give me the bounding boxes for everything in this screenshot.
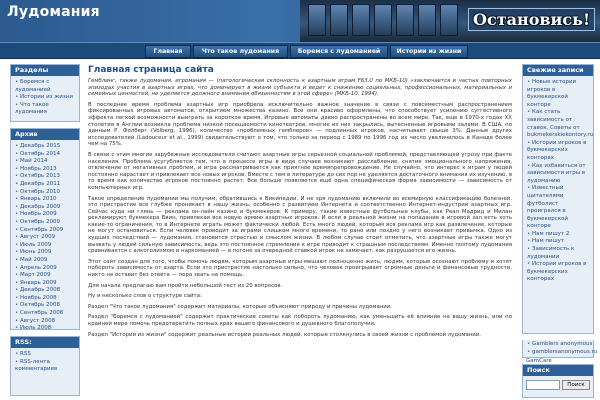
slot-machine-icon (440, 4, 458, 36)
search-form (523, 376, 593, 398)
sections-heading: Разделы (11, 65, 79, 76)
search-heading: Поиск (523, 365, 593, 376)
content-paragraph: Ну и несколько слов о структуре сайта: (88, 293, 202, 300)
archive-link[interactable]: • Март 2009 (15, 272, 76, 280)
sidebar-item-what-is[interactable]: • Что такое лудомания (15, 102, 76, 117)
archive-link[interactable]: • Ноябрь 2009 (15, 211, 76, 219)
recent-post-link[interactable]: • Как стать зависимость от ставок. Советы от bukmekerskiekontory.ru (527, 109, 590, 139)
archive-link[interactable]: • Октябрь 2013 (15, 173, 76, 181)
site-title[interactable]: Лудомания (7, 4, 100, 20)
archive-link[interactable]: • Август 2009 (15, 234, 76, 242)
site-header (0, 0, 600, 42)
external-links-panel (522, 340, 598, 358)
archive-link[interactable]: • Январь 2009 (15, 280, 76, 288)
recent-post-link[interactable]: • Истории игроков в букмекерских конторах (527, 261, 590, 284)
archive-link[interactable]: • Сентябрь 2009 (15, 227, 76, 235)
content-paragraph: В последнее время проблема азартных игр приобрела исключительно важное значение в связи с повсеместным распространением фиксированных игровых автоматов, открытием множества казино. Все они красиво оформлены, что способствует усилению суггестивного эффекта легкой возможности выиграть за короткое время. Игровые автоматы давно распространены во всем мире. Так, еще в 1970-х годах XX столетия в Англии возникла проблема низкой посещаемости кинотеатров, многие из них закрылись, вытесненные игровыми залами. В США, по данным Р. Фолберг (Volberg, 1996), количество «проблемных гемблеров» — подлинных игроков, насчитывает свыше 3%. Данные других исследователей (Ladouceur et al., 1999) свидетельствуют о том, что только за период с 1989 по 1996 год их число увеличилось в Канаде более чем на 75%. (88, 101, 512, 148)
content-paragraph: Такое определение лудомании мы получим, обратившись к Википедии. И не зря лудоманию включили во всемирную классификацию болезней, это пристрастие все глубже проникает в нашу жизнь, особенно с развитием Интернета и соответственно Интернет-индустрии азартных игр. Сейчас куда ни глянь — реклама он-лайн казино и букмекеров. К примеру, такие известные футбольные клубы, как Реал Мадрид и Милан рекламируют букмекера Бвин, привлекая все новую армию азартных игроков. И если в реальной жизни на попадание в игровой зал есть хоть какие-то ограничения, то в Интернете играть может фактически любой. Есть много людей, которым вся реклама игр как развлечение, которые не могут остановиться. Если человек проводит за играми слишком много времени, то рано или поздно у него возникает привычка. Одно из худших последствий — лудомания, становится страстью и смыслом жизни. В любом случае стоит отметить, что азартные игры также могут вызвать у людей сильную зависимость, ведь это постоянное стремление к игре приводит к страшным последствиям. Именно поэтому лудомания сравнивается с алкоголизмом и наркоманией — в погоне за очередной ставкой игрок не замечает, как разрушается его жизнь. (88, 195, 512, 255)
recent-post-link[interactable]: • Истории игроков в букмекерских конторах (527, 140, 590, 163)
recent-post-link[interactable]: • Нам пишут 2 (527, 231, 590, 239)
archive-panel (10, 128, 80, 330)
page-title: Главная страница сайта (88, 65, 214, 75)
recent-post-link[interactable]: • Новые истории игроков в букмекерской конторе (527, 79, 590, 109)
archive-link[interactable]: • Октябрь 2010 (15, 189, 76, 197)
external-link[interactable]: GamCare (526, 358, 552, 364)
rss-comments-link[interactable]: • RSS-лента комментариев (15, 359, 76, 374)
recent-post-link[interactable]: • Зависимость к лудомании (527, 246, 590, 261)
section-stories-paragraph: Раздел "Истории из жизни" содержит реальные истории реальных людей, которые столкнулись в своей жизни с проблемой лудомании. (88, 331, 481, 338)
external-link[interactable]: • gamblersanonymous.ru (527, 349, 590, 357)
content-paragraph: В связи с этим многие зарубежные исследователи считают азартные игры серьезной социальной проблемой, представляющей угрозу при факте населения. Проблема усугубляется тем, что в процессе игры в виде случаев возникают расслабление, снятие эмоционального напряжения, отвлечение от негативных проблем, и игра рассматривается как приятное времяпрепровождение. Не случайно, что интерес к играм у людей постоянно нарастает и привлекает все новых игроков. Вместе с тем в литературе до сих пор не уделяется достаточного внимания их изучению, в то время как количество игроков постоянно растет. Все больше появляется ещё одна специфическая форма зависимости — зависимость от компьютерных игр. (88, 151, 512, 191)
archive-link[interactable]: • Ноябрь 2013 (15, 166, 76, 174)
slot-machine-icon (330, 4, 348, 36)
recent-post-link[interactable]: • Известный щитателями футболист проигрался в букмекерской конторе (527, 185, 590, 231)
rss-heading: RSS: (11, 337, 79, 348)
nav-what-is-ludomania[interactable]: Что такое лудомания (193, 45, 288, 58)
nav-fighting-ludomania[interactable]: Боремся с лудоманией (290, 45, 388, 58)
recent-post-link[interactable]: • Как избавиться от зависимости игры в лудоманию (527, 163, 590, 186)
sections-panel (10, 64, 80, 122)
content-paragraph: Этот сайт создан для того, чтобы помочь людям, которым азартные игры мешают полноценно жить, людям, которые осознают проблему и хотят побороть зависимость от азарта. Если это пристрастие настолько сильно, что человек проигрывает огромные деньги и финансовые трудности, никто не оставит без ответа — пора звать на помощь. (88, 258, 512, 279)
slot-machine-icon (352, 4, 370, 36)
archive-link[interactable]: • Октябрь 2014 (15, 151, 76, 159)
archive-link[interactable]: • Сентябрь 2008 (15, 310, 76, 318)
archive-link[interactable]: • Август 2008 (15, 318, 76, 326)
rss-panel (10, 336, 80, 396)
archive-link[interactable]: • Декабрь 2009 (15, 204, 76, 212)
recent-posts-panel (522, 64, 594, 334)
nav-life-stories[interactable]: Истории из жизни (390, 45, 468, 58)
section-what-is-paragraph: Раздел "Что такое лудомания" содержит материалы, которые объясняют природу и причины лудомании. (88, 303, 393, 310)
archive-link[interactable]: • Май 2009 (15, 257, 76, 265)
archive-link[interactable]: • Июль 2008 (15, 325, 76, 333)
nav-home[interactable]: Главная (145, 45, 191, 58)
intro-paragraph: Гемблинг, также лудомания, игромания — (патологическая склонность к азартным играм F63.0 по МКБ-10) «заключается в частых повторных эпизодах участия в азартных играх, что доминирует в жизни субъекта и ведет к снижению социальных, профессиональных, материальных и семейных ценностей, не уделяется должного внимания обязанностям в этой сфере» (МКБ-10, 1994). (88, 78, 512, 98)
archive-link[interactable]: • Ноябрь 2008 (15, 295, 76, 303)
slot-machine-icon (418, 4, 436, 36)
search-panel (522, 364, 594, 398)
archive-link[interactable]: • Декабрь 2015 (15, 143, 76, 151)
search-button[interactable]: Поиск (562, 380, 590, 390)
archive-link[interactable]: • Октябрь 2008 (15, 302, 76, 310)
slot-machine-icon (374, 4, 392, 36)
slot-machine-icon (396, 4, 414, 36)
archive-link[interactable]: • Октябрь 2009 (15, 219, 76, 227)
rss-link[interactable]: • RSS (15, 351, 76, 359)
header-slogan: Остановись! (468, 8, 595, 31)
archive-link[interactable]: • Июль 2009 (15, 242, 76, 250)
archive-link[interactable]: • Июнь 2009 (15, 249, 76, 257)
recent-posts-heading: Свежие записи (523, 65, 593, 76)
main-content (84, 62, 516, 400)
archive-link[interactable]: • Декабрь 2008 (15, 287, 76, 295)
archive-link[interactable]: • Декабрь 2011 (15, 181, 76, 189)
section-fighting-paragraph: Раздел "Боремся с лудоманией" содержит практические советы как побороть лудоманию, как уменьшить её влияние на вашу жизнь, или по крайней мере помочь предотвратить полных крах вашего финансового и душевного благополучия. (88, 314, 512, 327)
archive-link[interactable]: • Январь 2010 (15, 196, 76, 204)
external-link[interactable]: • Gamblers anonymous (527, 341, 590, 349)
slot-machine-icon (308, 4, 326, 36)
sidebar-item-fighting[interactable]: • Боремся с лудоманией (15, 79, 76, 94)
sidebar-item-stories[interactable]: • Истории из жизни (15, 94, 76, 102)
test-paragraph[interactable]: Для начала предлагаю вам пройти небольшой тест из 20 вопросов. (88, 282, 283, 289)
archive-heading: Архив (11, 129, 79, 140)
recent-post-link[interactable]: • Нам пишут (527, 238, 590, 246)
archive-link[interactable]: • Апрель 2009 (15, 265, 76, 273)
archive-link[interactable]: • Май 2014 (15, 158, 76, 166)
main-navigation (0, 42, 600, 59)
search-input[interactable] (526, 380, 560, 390)
